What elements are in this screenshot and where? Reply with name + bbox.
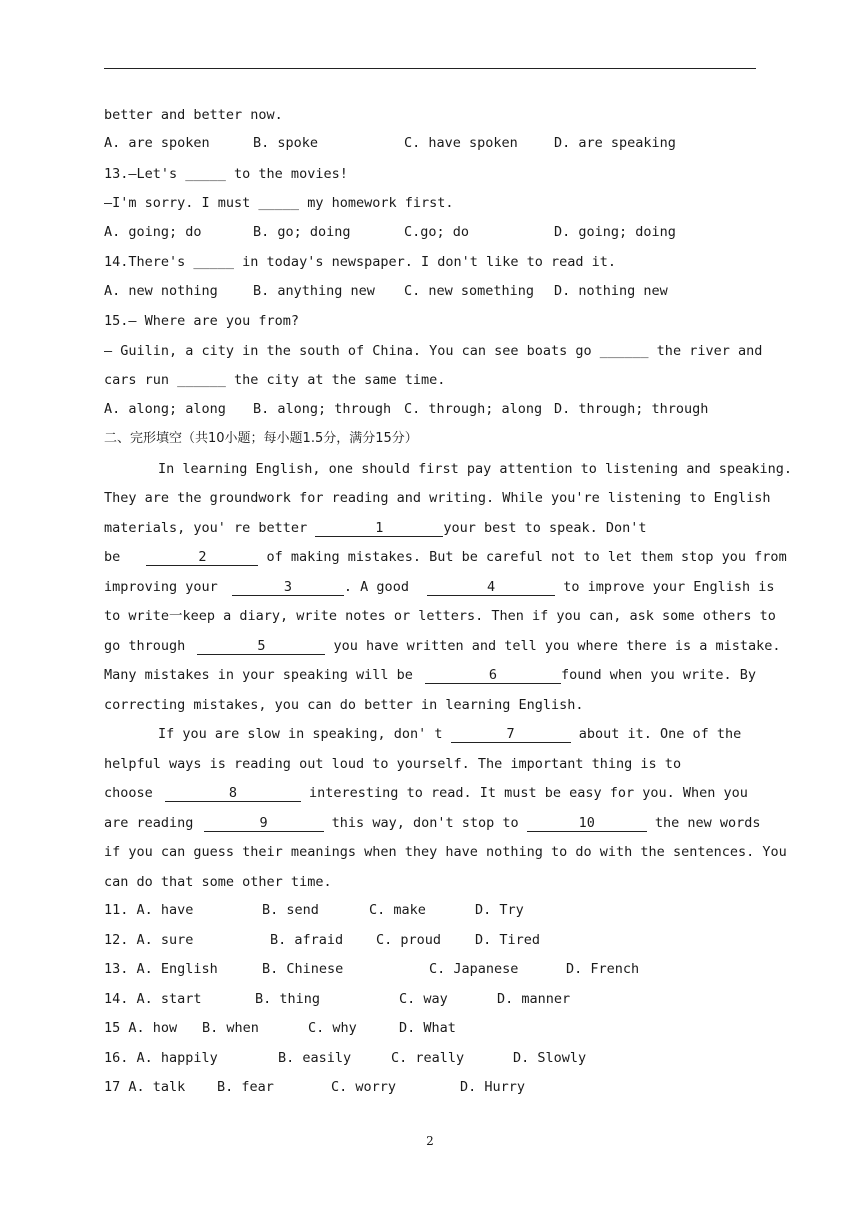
- blank-5: 5: [197, 639, 325, 655]
- passage-line: [104, 637, 781, 655]
- passage-line: They are the groundwork for reading and writing. While you're listening to English: [104, 490, 771, 506]
- blank-10: 10: [527, 816, 647, 832]
- option: D. are speaking: [554, 135, 676, 151]
- option: D. Try: [475, 902, 524, 918]
- option: C. really: [391, 1050, 465, 1066]
- option: D. French: [566, 961, 640, 977]
- option: B. send: [262, 902, 319, 918]
- text: Many mistakes in your speaking will be: [104, 667, 421, 683]
- option: D. Hurry: [460, 1079, 526, 1095]
- option: B. spoke: [253, 135, 319, 151]
- option: C. make: [369, 902, 426, 918]
- option: B. go; doing: [253, 224, 351, 240]
- option: A. are spoken: [104, 135, 210, 151]
- option: C. new something: [404, 283, 535, 299]
- option: 12. A. sure: [104, 932, 194, 948]
- option: D. What: [399, 1020, 456, 1036]
- passage-line: [158, 725, 818, 743]
- passage-line: [104, 519, 764, 537]
- question-15-line-1: 15.— Where are you from?: [104, 313, 300, 329]
- text: go through: [104, 638, 194, 654]
- text: be: [104, 549, 129, 565]
- blank-7: 7: [451, 727, 571, 743]
- passage-line: can do that some other time.: [104, 874, 332, 890]
- option: C. why: [308, 1020, 357, 1036]
- option: C. have spoken: [404, 135, 518, 151]
- option: 16. A. happily: [104, 1050, 218, 1066]
- blank-9: 9: [204, 816, 324, 832]
- text: this way, don't stop to: [323, 815, 527, 831]
- option: B. Chinese: [262, 961, 344, 977]
- option: B. when: [202, 1020, 259, 1036]
- text: of making mistakes. But be careful not to let them stop you from: [258, 549, 787, 565]
- text: materials, you' re better: [104, 520, 316, 536]
- option: D. Tired: [475, 932, 541, 948]
- header-rule: [104, 68, 756, 69]
- option: A. going; do: [104, 224, 202, 240]
- passage-line: correcting mistakes, you can do better in learning English.: [104, 697, 584, 713]
- option: D. going; doing: [554, 224, 676, 240]
- option: D. Slowly: [513, 1050, 587, 1066]
- option: B. fear: [217, 1079, 274, 1095]
- text: . A good: [343, 579, 418, 595]
- text: your best to speak. Don't: [443, 520, 647, 536]
- text: found when you write. By: [560, 667, 757, 683]
- passage-line: if you can guess their meanings when they have nothing to do with the sentences. You: [104, 844, 787, 860]
- option: 14. A. start: [104, 991, 202, 1007]
- option: B. anything new: [253, 283, 375, 299]
- question-15-line-2: — Guilin, a city in the south of China. You can see boats go ______ the river and: [104, 343, 763, 359]
- blank-1: 1: [315, 521, 443, 537]
- text: interesting to read. It must be easy for you. When you: [300, 785, 748, 801]
- option: D. through; through: [554, 401, 709, 417]
- passage-line: helpful ways is reading out loud to yourself. The important thing is to: [104, 756, 682, 772]
- text: you have written and tell you where there is a mistake.: [325, 638, 781, 654]
- option: 11. A. have: [104, 902, 194, 918]
- passage-line: [104, 578, 775, 596]
- passage-line: [104, 666, 764, 684]
- question-14-stem: 14.There's _____ in today's newspaper. I don't like to read it.: [104, 254, 617, 270]
- text: improving your: [104, 579, 226, 595]
- passage-line: to write一keep a diary, write notes or letters. Then if you can, ask some others to: [104, 608, 776, 624]
- option: C. through; along: [404, 401, 543, 417]
- option: C. proud: [376, 932, 442, 948]
- option: C. way: [399, 991, 448, 1007]
- question-15-line-3: cars run ______ the city at the same time.: [104, 372, 446, 388]
- option: C.go; do: [404, 224, 470, 240]
- option: C. Japanese: [429, 961, 519, 977]
- option: C. worry: [331, 1079, 397, 1095]
- option: D. nothing new: [554, 283, 668, 299]
- option: A. new nothing: [104, 283, 218, 299]
- text: are reading: [104, 815, 202, 831]
- option: B. easily: [278, 1050, 352, 1066]
- passage-line: [104, 784, 764, 802]
- section-title: 二、完形填空（共10小题；每小题1.5分，满分15分）: [104, 431, 418, 446]
- question-13-line-2: —I'm sorry. I must _____ my homework first.: [104, 195, 454, 211]
- text: about it. One of the: [570, 726, 742, 742]
- question-13-line-1: 13.—Let's _____ to the movies!: [104, 166, 348, 182]
- blank-3: 3: [232, 580, 344, 596]
- text: choose: [104, 785, 161, 801]
- option: 13. A. English: [104, 961, 218, 977]
- question-12-stem-end: better and better now.: [104, 107, 283, 123]
- option: B. along; through: [253, 401, 392, 417]
- blank-8: 8: [165, 786, 301, 802]
- option: A. along; along: [104, 401, 226, 417]
- text: to improve your English is: [555, 579, 775, 595]
- blank-2: 2: [146, 550, 258, 566]
- text: If you are slow in speaking, don' t: [158, 726, 451, 742]
- option: B. afraid: [270, 932, 344, 948]
- text: the new words: [646, 815, 761, 831]
- option: D. manner: [497, 991, 571, 1007]
- page-number: 2: [426, 1134, 434, 1148]
- option: B. thing: [255, 991, 321, 1007]
- option: 17 A. talk: [104, 1079, 186, 1095]
- option: 15 A. how: [104, 1020, 178, 1036]
- passage-line: [104, 814, 764, 832]
- blank-6: 6: [425, 668, 561, 684]
- passage-line: [104, 548, 787, 566]
- blank-4: 4: [427, 580, 555, 596]
- passage-line: In learning English, one should first pay attention to listening and speaking.: [158, 461, 792, 477]
